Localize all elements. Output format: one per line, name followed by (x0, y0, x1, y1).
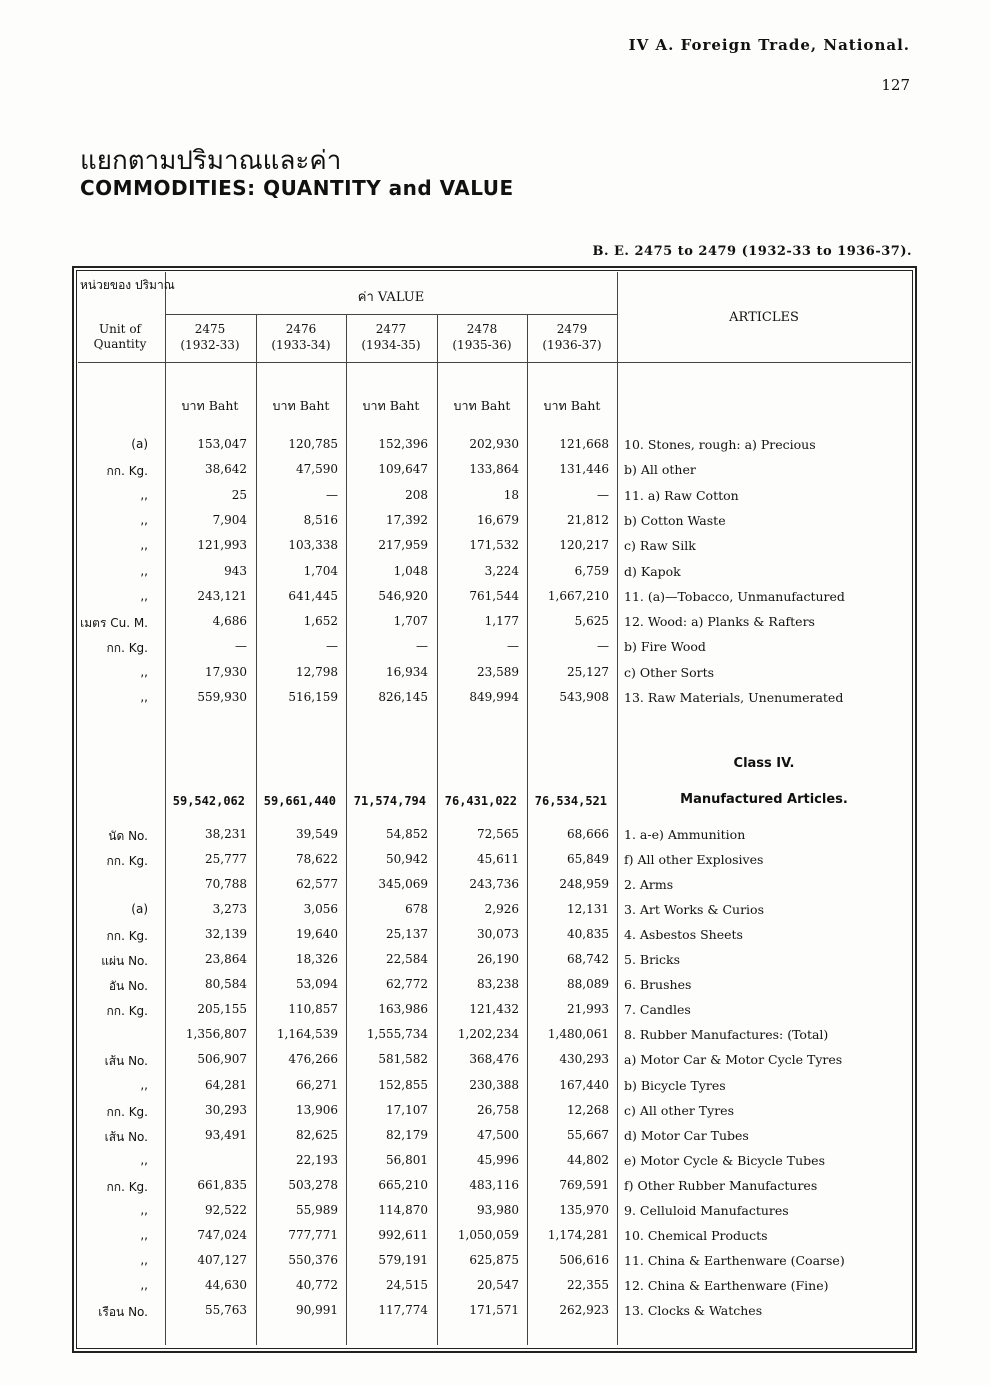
year-header-be: 2479 (556, 322, 588, 336)
value-cell: 26,758 (477, 1102, 519, 1117)
value-cell: 47,590 (296, 462, 338, 477)
article-cell: c) Other Sorts (624, 664, 715, 680)
value-cell: 849,994 (469, 690, 519, 704)
value-cell: 109,647 (378, 462, 428, 477)
value-cell: 110,857 (288, 1002, 338, 1017)
value-cell: — (326, 487, 338, 502)
value-cell: 665,210 (378, 1177, 428, 1192)
article-cell: f) Other Rubber Manufactures (624, 1177, 818, 1193)
value-cell: 430,293 (559, 1052, 609, 1067)
unit-cell: ,, (140, 538, 148, 553)
value-cell: — (597, 487, 609, 502)
value-cell: 82,179 (386, 1127, 428, 1142)
year-header-be: 2478 (466, 322, 498, 336)
value-cell: 1,202,234 (457, 1027, 519, 1042)
unit-cell: เมตร Cu. M. (80, 616, 148, 631)
header-rule (78, 362, 911, 363)
unit-cell: (a) (131, 437, 148, 451)
class-total-cell: 59,542,062 (172, 794, 245, 808)
value-cell: 407,127 (197, 1252, 247, 1267)
article-cell: 12. China & Earthenware (Fine) (624, 1277, 829, 1293)
value-cell: 40,772 (296, 1277, 338, 1292)
article-cell: 11. (a)—Tobacco, Unmanufactured (624, 588, 845, 604)
value-cell: 30,293 (205, 1102, 247, 1117)
col-divider (617, 272, 618, 1345)
value-cell: 826,145 (378, 690, 428, 704)
value-header: ค่า VALUE (357, 290, 425, 305)
unit-cell: กก. Kg. (106, 464, 148, 479)
value-cell: 171,571 (469, 1302, 519, 1317)
value-cell: 171,532 (469, 538, 519, 553)
article-cell: b) All other (624, 462, 696, 478)
value-cell: 761,544 (469, 588, 519, 603)
value-cell: 93,980 (477, 1202, 519, 1217)
value-cell: 503,278 (288, 1177, 338, 1192)
value-cell: 133,864 (469, 462, 519, 477)
value-cell: 114,870 (378, 1202, 428, 1217)
value-cell: 68,666 (567, 827, 609, 841)
unit-cell: กก. Kg. (106, 929, 148, 944)
value-cell: 32,139 (205, 927, 247, 942)
article-cell: 13. Clocks & Watches (624, 1302, 763, 1318)
article-cell: a) Motor Car & Motor Cycle Tyres (624, 1052, 843, 1068)
value-cell: 26,190 (477, 952, 519, 967)
value-cell: 65,849 (567, 852, 609, 867)
value-cell: 55,667 (567, 1127, 609, 1142)
value-cell: 50,942 (386, 852, 428, 867)
value-cell: 3,056 (303, 902, 338, 917)
title-english: COMMODITIES: QUANTITY and VALUE (80, 176, 514, 200)
article-cell: e) Motor Cycle & Bicycle Tubes (624, 1152, 825, 1168)
value-cell: 243,736 (469, 877, 519, 892)
value-cell: 39,549 (296, 827, 338, 841)
value-cell: 44,630 (205, 1277, 247, 1292)
year-header-ad: (1932-33) (180, 338, 240, 352)
value-cell: 80,584 (205, 977, 247, 992)
value-cell: 121,668 (559, 437, 609, 451)
value-cell: 5,625 (574, 614, 609, 629)
value-cell: 55,763 (205, 1302, 247, 1317)
value-cell: 661,835 (197, 1177, 247, 1192)
unit-cell: กก. Kg. (106, 1004, 148, 1019)
value-cell: 88,089 (567, 977, 609, 992)
article-cell: c) Raw Silk (624, 538, 696, 554)
article-cell: d) Kapok (624, 563, 681, 579)
value-cell: 83,238 (477, 977, 519, 992)
value-cell: 23,864 (205, 952, 247, 967)
year-header-ad: (1936-37) (542, 338, 602, 352)
value-cell: 747,024 (197, 1227, 247, 1242)
value-cell: 543,908 (559, 690, 609, 704)
value-cell: 12,268 (567, 1102, 609, 1117)
value-cell: 217,959 (378, 538, 428, 553)
year-header-be: 2477 (375, 322, 407, 336)
value-cell: 62,772 (386, 977, 428, 992)
value-cell: 25,137 (386, 927, 428, 942)
article-cell: b) Fire Wood (624, 639, 706, 655)
unit-cell: ,, (140, 1277, 148, 1292)
value-cell: 45,996 (477, 1152, 519, 1167)
article-cell: 2. Arms (624, 877, 674, 893)
unit-cell: เส้น No. (104, 1129, 148, 1144)
article-cell: 8. Rubber Manufactures: (Total) (624, 1027, 829, 1043)
value-cell: 120,785 (288, 437, 338, 451)
class-title: Class IV. (733, 756, 795, 771)
value-cell: — (507, 639, 519, 654)
value-cell: 19,640 (296, 927, 338, 942)
value-cell: 23,589 (477, 664, 519, 679)
value-cell: 559,930 (197, 690, 247, 704)
value-cell: 90,991 (296, 1302, 338, 1317)
value-cell: 579,191 (378, 1252, 428, 1267)
article-cell: 13. Raw Materials, Unenumerated (624, 690, 844, 705)
unit-cell: เรือน No. (98, 1304, 148, 1319)
currency-label: บาท Baht (362, 398, 420, 413)
col-divider (527, 314, 528, 1345)
col-divider (256, 314, 257, 1345)
unit-cell: ,, (140, 664, 148, 679)
unit-cell: กก. Kg. (106, 854, 148, 869)
value-cell: 13,906 (296, 1102, 338, 1117)
value-cell: 92,522 (205, 1202, 247, 1217)
value-cell: 30,073 (477, 927, 519, 942)
value-cell: 135,970 (559, 1202, 609, 1217)
unit-cell: ,, (140, 1077, 148, 1092)
article-cell: 5. Bricks (624, 952, 681, 968)
value-cell: 152,396 (378, 437, 428, 451)
value-cell: 53,094 (296, 977, 338, 992)
value-cell: 56,801 (386, 1152, 428, 1167)
year-header-ad: (1934-35) (361, 338, 421, 352)
value-cell: 22,584 (386, 952, 428, 967)
value-cell: 45,611 (477, 852, 519, 867)
value-cell: 163,986 (378, 1002, 428, 1017)
value-cell: 24,515 (386, 1277, 428, 1292)
page-number: 127 (881, 76, 910, 94)
value-cell: 25,777 (205, 852, 247, 867)
value-cell: 202,930 (469, 437, 519, 451)
value-cell: 68,742 (567, 952, 609, 967)
value-cell: 1,356,807 (185, 1027, 247, 1042)
value-cell: 21,812 (567, 512, 609, 527)
value-cell: 581,582 (378, 1052, 428, 1067)
value-cell: 66,271 (296, 1077, 338, 1092)
value-cell: 121,993 (197, 538, 247, 553)
value-cell: 506,616 (559, 1252, 609, 1267)
value-cell: 7,904 (212, 512, 247, 527)
unit-cell: ,, (140, 588, 148, 603)
article-cell: 9. Celluloid Manufactures (624, 1202, 789, 1218)
article-cell: 12. Wood: a) Planks & Rafters (624, 614, 815, 630)
unit-cell: แผ่น No. (101, 954, 148, 969)
unit-cell: ,, (140, 563, 148, 578)
unit-cell: ,, (140, 1152, 148, 1167)
value-cell: 1,177 (484, 614, 519, 629)
value-cell: 131,446 (559, 462, 609, 477)
col-divider (346, 314, 347, 1345)
value-cell: 72,565 (477, 827, 519, 841)
value-cell: 769,591 (559, 1177, 609, 1192)
value-cell: 1,050,059 (457, 1227, 519, 1242)
value-cell: — (326, 639, 338, 654)
value-cell: 12,798 (296, 664, 338, 679)
year-header-be: 2475 (194, 322, 226, 336)
article-cell: 3. Art Works & Curios (624, 902, 764, 918)
currency-label: บาท Baht (181, 398, 239, 413)
value-cell: 8,516 (303, 512, 338, 527)
currency-label: บาท Baht (453, 398, 511, 413)
value-cell: 22,193 (296, 1152, 338, 1167)
unit-cell: เส้น No. (104, 1054, 148, 1069)
value-cell: 248,959 (559, 877, 609, 892)
value-cell: 93,491 (205, 1127, 247, 1142)
value-cell: 121,432 (469, 1002, 519, 1017)
unit-cell: อัน No. (108, 979, 148, 994)
value-cell: 152,855 (378, 1077, 428, 1092)
article-cell: 4. Asbestos Sheets (624, 927, 743, 943)
value-cell: 20,547 (477, 1277, 519, 1292)
value-cell: 205,155 (197, 1002, 247, 1017)
value-cell: 103,338 (288, 538, 338, 553)
value-cell: 516,159 (288, 690, 338, 704)
value-cell: 153,047 (197, 437, 247, 451)
value-cell: 22,355 (567, 1277, 609, 1292)
title-thai: แยกตามปริมาณและค่า (80, 146, 342, 176)
unit-header-thai: หน่วยของ ปริมาณ (80, 278, 175, 292)
value-cell: 16,934 (386, 664, 428, 679)
value-cell: 3,224 (484, 563, 519, 578)
value-cell: 625,875 (469, 1252, 519, 1267)
article-cell: 11. a) Raw Cotton (624, 487, 739, 503)
unit-header-english: Unit of Quantity (93, 322, 147, 351)
article-cell: c) All other Tyres (624, 1102, 734, 1118)
article-cell: 1. a-e) Ammunition (624, 827, 746, 842)
value-cell: 1,704 (303, 563, 338, 578)
value-cell: 40,835 (567, 927, 609, 942)
value-cell: 18,326 (296, 952, 338, 967)
header-rule (165, 314, 617, 315)
value-cell: 262,923 (559, 1302, 609, 1317)
value-cell: — (416, 639, 428, 654)
currency-label: บาท Baht (543, 398, 601, 413)
value-cell: 54,852 (386, 827, 428, 841)
value-cell: 678 (405, 902, 428, 917)
value-cell: 506,907 (197, 1052, 247, 1067)
value-cell: 2,926 (484, 902, 519, 917)
value-cell: 641,445 (288, 588, 338, 603)
article-cell: f) All other Explosives (624, 852, 764, 868)
value-cell: 38,231 (205, 827, 247, 841)
value-cell: 16,679 (477, 512, 519, 527)
class-total-cell: 76,534,521 (534, 794, 607, 808)
unit-cell: (a) (131, 902, 148, 917)
value-cell: 1,174,281 (547, 1227, 609, 1242)
currency-label: บาท Baht (272, 398, 330, 413)
unit-cell: ,, (140, 1202, 148, 1217)
value-cell: 550,376 (288, 1252, 338, 1267)
value-cell: 62,577 (296, 877, 338, 892)
value-cell: 21,993 (567, 1002, 609, 1017)
class-total-cell: 76,431,022 (444, 794, 517, 808)
value-cell: 1,652 (303, 614, 338, 629)
class-total-cell: 59,661,440 (263, 794, 336, 808)
year-header-ad: (1935-36) (452, 338, 512, 352)
article-cell: 6. Brushes (624, 977, 692, 993)
value-cell: 70,788 (205, 877, 247, 892)
unit-cell: ,, (140, 690, 148, 704)
value-cell: 12,131 (567, 902, 609, 917)
section-header: IV A. Foreign Trade, National. (628, 36, 910, 54)
article-cell: 10. Stones, rough: a) Precious (624, 437, 816, 452)
value-cell: 345,069 (378, 877, 428, 892)
value-cell: 3,273 (212, 902, 247, 917)
value-cell: 1,048 (393, 563, 428, 578)
value-cell: 167,440 (559, 1077, 609, 1092)
value-cell: 18 (503, 487, 519, 502)
value-cell: 78,622 (296, 852, 338, 867)
value-cell: 44,802 (567, 1152, 609, 1167)
value-cell: — (597, 639, 609, 654)
unit-cell: ,, (140, 1227, 148, 1242)
value-cell: 17,930 (205, 664, 247, 679)
year-header-be: 2476 (285, 322, 317, 336)
value-cell: 120,217 (559, 538, 609, 553)
class-total-cell: 71,574,794 (353, 794, 426, 808)
value-cell: 1,480,061 (547, 1027, 609, 1042)
value-cell: 1,555,734 (366, 1027, 428, 1042)
value-cell: 368,476 (469, 1052, 519, 1067)
value-cell: 1,707 (393, 614, 428, 629)
unit-cell: ,, (140, 1252, 148, 1267)
article-cell: 7. Candles (624, 1002, 691, 1018)
articles-header: ARTICLES (729, 310, 799, 325)
value-cell: 25 (231, 487, 247, 502)
value-cell: 82,625 (296, 1127, 338, 1142)
value-cell: 25,127 (567, 664, 609, 679)
value-cell: 208 (405, 487, 428, 502)
unit-cell: กก. Kg. (106, 1104, 148, 1119)
value-cell: 546,920 (378, 588, 428, 603)
value-cell: — (235, 639, 247, 654)
value-cell: 6,759 (574, 563, 609, 578)
value-cell: 64,281 (205, 1077, 247, 1092)
col-divider (165, 272, 166, 1345)
unit-cell: นัด No. (108, 829, 148, 843)
value-cell: 47,500 (477, 1127, 519, 1142)
article-cell: 10. Chemical Products (624, 1227, 768, 1243)
unit-cell: กก. Kg. (106, 1179, 148, 1194)
value-cell: 483,116 (469, 1177, 519, 1192)
unit-cell: ,, (140, 487, 148, 502)
value-cell: 943 (224, 563, 247, 578)
class-subtitle: Manufactured Articles. (680, 792, 848, 807)
article-cell: 11. China & Earthenware (Coarse) (624, 1252, 845, 1268)
unit-cell: ,, (140, 512, 148, 527)
value-cell: 1,164,539 (276, 1027, 338, 1042)
value-cell: 476,266 (288, 1052, 338, 1067)
value-cell: 38,642 (205, 462, 247, 477)
value-cell: 17,392 (386, 512, 428, 527)
value-cell: 230,388 (469, 1077, 519, 1092)
article-cell: d) Motor Car Tubes (624, 1127, 749, 1143)
value-cell: 17,107 (386, 1102, 428, 1117)
value-cell: 243,121 (197, 588, 247, 603)
value-cell: 4,686 (212, 614, 247, 629)
value-cell: 117,774 (378, 1302, 428, 1317)
value-cell: 777,771 (288, 1227, 338, 1242)
year-header-ad: (1933-34) (271, 338, 331, 352)
unit-cell: กก. Kg. (106, 641, 148, 656)
value-cell: 992,611 (378, 1227, 428, 1242)
article-cell: b) Bicycle Tyres (624, 1077, 726, 1093)
col-divider (437, 314, 438, 1345)
value-cell: 55,989 (296, 1202, 338, 1217)
period-label: B. E. 2475 to 2479 (1932-33 to 1936-37). (592, 244, 912, 259)
article-cell: b) Cotton Waste (624, 512, 726, 528)
value-cell: 1,667,210 (547, 588, 609, 603)
